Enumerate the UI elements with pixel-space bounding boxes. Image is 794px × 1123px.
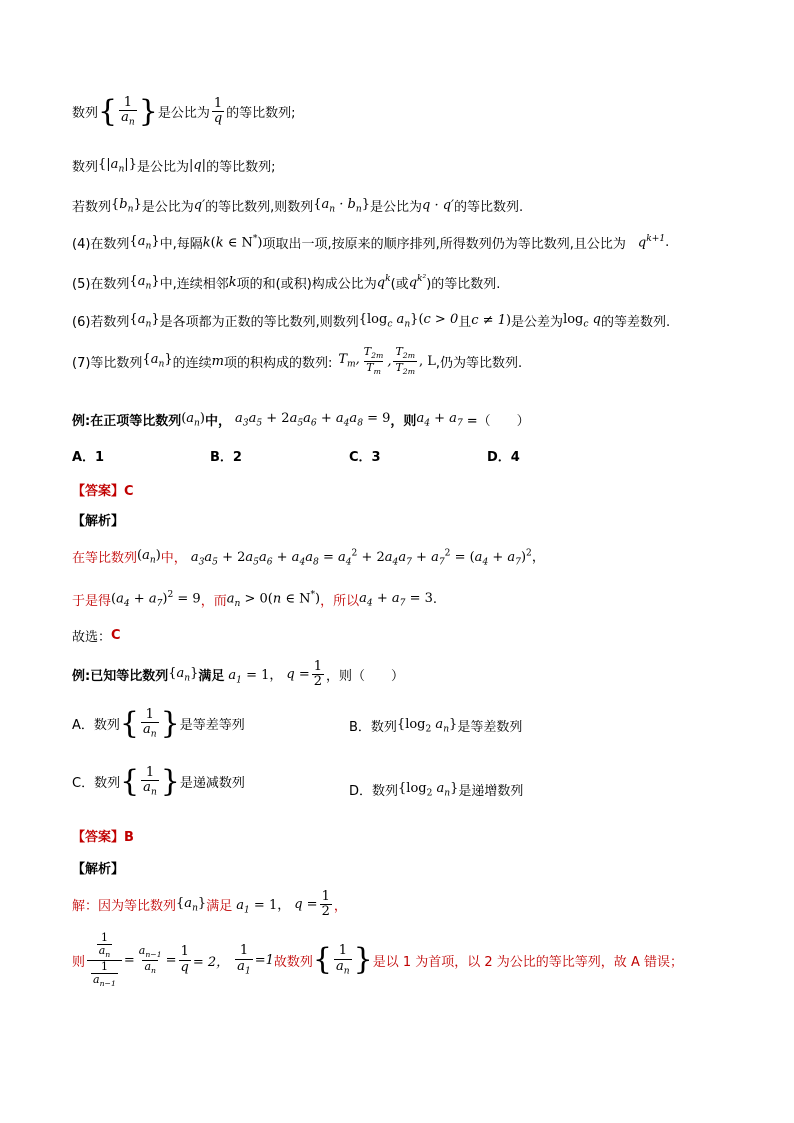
text: 项的和(或积)构成公比为 <box>236 277 377 292</box>
text: 是公比为 <box>157 106 210 122</box>
property-line-6 <box>72 311 670 330</box>
text: = 1， <box>253 898 291 913</box>
property-line-1 <box>72 93 296 129</box>
property-line-2 <box>72 156 275 175</box>
option-a[interactable]: A．1 <box>72 450 105 465</box>
fraction-half: $\frac{1}{2}$ <box>321 889 330 920</box>
math-an: $\{a_n\}$ <box>129 273 160 292</box>
text: 是递减数列 <box>179 776 245 792</box>
text: C．数列 <box>72 776 121 792</box>
math-log2-an: {$\log_2$ $a_n$} <box>398 780 459 799</box>
math-k: k <box>228 275 237 290</box>
fraction-1-over-an: $\frac{1}{a_n}$ <box>336 943 350 977</box>
math-an: $(a_n)$ <box>137 548 161 566</box>
math-tm: $T_m$, <box>338 352 360 370</box>
brace: } <box>138 93 158 129</box>
text: D．数列 <box>349 784 399 799</box>
property-line-4 <box>72 233 669 252</box>
choose-line <box>72 626 121 645</box>
math-equation: $a_3a_5 + 2a_5a_6 + a_4a_8 = 9$ <box>235 410 391 429</box>
text: 是公比为 <box>141 200 194 215</box>
text: C <box>111 628 121 643</box>
text: 故选： <box>72 630 112 645</box>
text: 中， <box>160 551 187 567</box>
math-derivation: $a_3a_5 + 2a_5a_6 + a_4a_8 = a_4^2 + 2a_4a_7 + a_7^2 = (a_4 + a_7)^2$， <box>190 548 545 568</box>
text: 项的积构成的数列: <box>223 355 333 371</box>
math-q-k2: $q^{k^2}$ <box>408 274 427 291</box>
math-an-bn: $\{a_n \cdot b_n\}$ <box>313 196 370 215</box>
math-an: $\{a_n\}$ <box>129 311 160 330</box>
math-an: $(a_n)$ <box>181 410 205 429</box>
text: 则 <box>72 954 86 970</box>
ex2-solution-line-1 <box>72 890 347 920</box>
fraction-1-over-an: $\frac{1}{a_n}$ <box>143 707 157 740</box>
text: 例:在正项等比数列 <box>72 414 182 429</box>
text: ，所以 <box>320 594 360 609</box>
fraction-t2m-tm: $\frac{T_{2m}}{T_m}$ <box>363 345 384 376</box>
text: 是递增数列 <box>458 784 524 799</box>
text: ,仍为等比数列. <box>435 355 523 371</box>
text: = 9 <box>367 410 391 426</box>
text: ， <box>333 899 347 915</box>
text: = 1， <box>246 668 283 683</box>
solution-line-2 <box>72 590 437 609</box>
brace: } <box>353 942 373 978</box>
text: (或 <box>390 277 409 292</box>
text: 的等比数列,则数列 <box>205 200 314 215</box>
property-line-7: (7)等比数列 $\{a_n\}$ 的连续 m 项的积构成的数列: $T_m$, $\frac{T_{2m}}{T_m}$ , $\frac{T_{2m}}{T_{2m}}$ , L ,仍为等比数列. <box>72 345 523 376</box>
text: 且 <box>458 315 472 330</box>
text: 的连续 <box>172 355 212 371</box>
text: 的等比数列. <box>453 200 524 215</box>
text: . <box>432 592 438 607</box>
text: ，则 <box>390 414 417 429</box>
math-k-in-N: k(k ∈ N*) <box>202 234 263 251</box>
fraction-t3m-t2m: $\frac{T_{2m}}{T_{2m}}$ <box>395 345 415 376</box>
math-abs-an: $\{|a_n|\}$ <box>98 156 137 175</box>
math-q-prime: q′ <box>193 198 206 213</box>
fraction-1-over-an: $\frac{1}{a_n}$ <box>121 95 135 128</box>
text: 是公比为 <box>369 200 422 215</box>
text: =1 <box>254 952 274 968</box>
analysis-label: 【解析】 <box>72 862 125 877</box>
math-log-q: $\log_c q$ <box>563 311 601 330</box>
ex2-option-d[interactable] <box>349 780 523 799</box>
text: 中,每隔 <box>159 237 203 252</box>
math-an: $\{a_n\}$ <box>142 352 173 370</box>
example-1-question <box>72 410 530 429</box>
math-an: $\{a_n\}$ <box>129 233 160 252</box>
text: 解：因为等比数列 <box>72 899 177 915</box>
example-2-question <box>72 660 404 690</box>
brace: } <box>160 763 180 799</box>
math-a1: $a_1 = 1$， <box>228 668 283 686</box>
math-bn: $\{b_n\}$ <box>111 196 142 215</box>
text: 于是得 <box>72 594 112 609</box>
text: 中,连续相邻 <box>159 277 229 292</box>
brace: { <box>312 942 333 978</box>
text: 若数列 <box>72 200 112 215</box>
text: (7)等比数列 <box>72 355 143 371</box>
math-a1: $a_1 = 1$， <box>236 898 291 916</box>
math-q-k: $q^k$ <box>376 274 391 291</box>
fraction-1-over-an: $\frac{1}{a_n}$ <box>143 765 157 798</box>
fraction-half: $\frac{1}{2}$ <box>313 659 323 690</box>
text: 数列 <box>72 160 99 175</box>
text: 中， <box>204 414 231 429</box>
period: . <box>665 235 670 250</box>
option-c[interactable]: C．3 <box>349 450 381 465</box>
brace: { <box>120 763 140 799</box>
math-abs-q: |q| <box>188 158 207 173</box>
ex2-option-a[interactable] <box>72 705 245 741</box>
text: 是公比为 <box>136 160 189 175</box>
math-a4-a7: $a_4 + a_7$ <box>416 410 463 429</box>
text: 是以 1 为首项，以 2 为公比的等比等列，故 A 错误； <box>372 954 683 970</box>
answer-label: 【答案】B <box>72 830 134 845</box>
fraction-1-over-q: $\frac{1}{q}$ <box>213 96 223 127</box>
brace: } <box>160 705 180 741</box>
fraction-1-over-a1: $\frac{1}{a_1}$ <box>237 943 251 977</box>
text: = 2， <box>192 954 230 970</box>
text: q = <box>286 667 310 683</box>
solution-line-1 <box>72 546 545 568</box>
text: 是公差为 <box>511 315 564 330</box>
text: (4)在数列 <box>72 237 130 252</box>
text: 的等比数列; <box>206 160 276 175</box>
text: 的等差数列. <box>600 315 671 330</box>
math-an: $\{a_n\}$ <box>176 896 207 914</box>
brace: { <box>119 705 139 741</box>
option-b[interactable]: B．2 <box>210 450 242 465</box>
math-log-an: {$\log_c$ $a_n\}(c > 0$ <box>358 311 459 330</box>
math-m: m <box>211 353 224 369</box>
analysis-label: 【解析】 <box>72 514 125 529</box>
ex2-solution-line-2: 则 $\frac{\frac{1}{a_n}}{\frac{1}{a_{n-1}}}$ = $\frac{a_{n-1}}{a_n}$ = $\frac{1}{q}$ = 2， $\frac{1}{a_1}$ =1 故数列 { $\frac{1}{a_n}$ } 是以 1 为首项，以 2 为公比的等比等列，故 A 错误； <box>72 931 683 989</box>
math-square-eq: $(a_4 + a_7)^2 = 9$ <box>111 590 201 609</box>
ex2-option-c[interactable] <box>72 763 245 799</box>
math-q-k1: $q^{k+1}$ <box>637 234 666 251</box>
math-an: $\{a_n\}$ <box>168 666 199 684</box>
property-line-3 <box>72 196 523 215</box>
text: 是等差等列 <box>179 718 245 734</box>
compound-fraction: $\frac{\frac{1}{a_n}}{\frac{1}{a_{n-1}}}$ <box>87 932 122 989</box>
math-positive: $a_n > 0(n$ ∈ N*) <box>226 590 321 609</box>
option-d[interactable]: D．4 <box>487 450 520 465</box>
math-log2-an: {$\log_2$ $a_n$} <box>396 716 458 735</box>
text: B．数列 <box>349 720 397 735</box>
text: 数列 <box>72 106 99 122</box>
text: 满足 <box>198 669 225 685</box>
ex2-option-b[interactable] <box>349 716 522 735</box>
text: 的等比数列; <box>226 106 296 122</box>
text: ，则（ ） <box>326 669 405 685</box>
text: 是各项都为正数的等比数列,则数列 <box>159 315 359 330</box>
text: ，而 <box>200 594 227 609</box>
text: =（ ） <box>466 414 530 429</box>
math-q-qprime: q · q′ <box>421 198 454 213</box>
text: 故数列 <box>273 954 313 970</box>
text: q = <box>294 897 318 913</box>
text: 项取出一项,按原来的顺序排列,所得数列仍为等比数列,且公比为 <box>262 237 626 252</box>
fraction-1-over-q: $\frac{1}{q}$ <box>180 944 189 975</box>
property-line-5 <box>72 273 500 292</box>
answer-label: 【答案】C <box>72 484 134 499</box>
brace: { <box>98 93 118 129</box>
fraction-an1-over-an: $\frac{a_{n-1}}{a_n}$ <box>138 944 162 975</box>
text: )的等比数列. <box>426 277 501 292</box>
text: 例:已知等比数列 <box>72 669 169 685</box>
text: 满足 <box>206 899 233 915</box>
text: 是等差数列 <box>457 720 523 735</box>
math-result: $a_4 + a_7 = 3$ <box>359 590 433 609</box>
text: (5)在数列 <box>72 277 130 292</box>
text: (6)若数列 <box>72 315 130 330</box>
math-c-ne-1: c ≠ 1) <box>471 313 512 328</box>
text: A．数列 <box>72 718 120 734</box>
text: 在等比数列 <box>72 551 138 567</box>
